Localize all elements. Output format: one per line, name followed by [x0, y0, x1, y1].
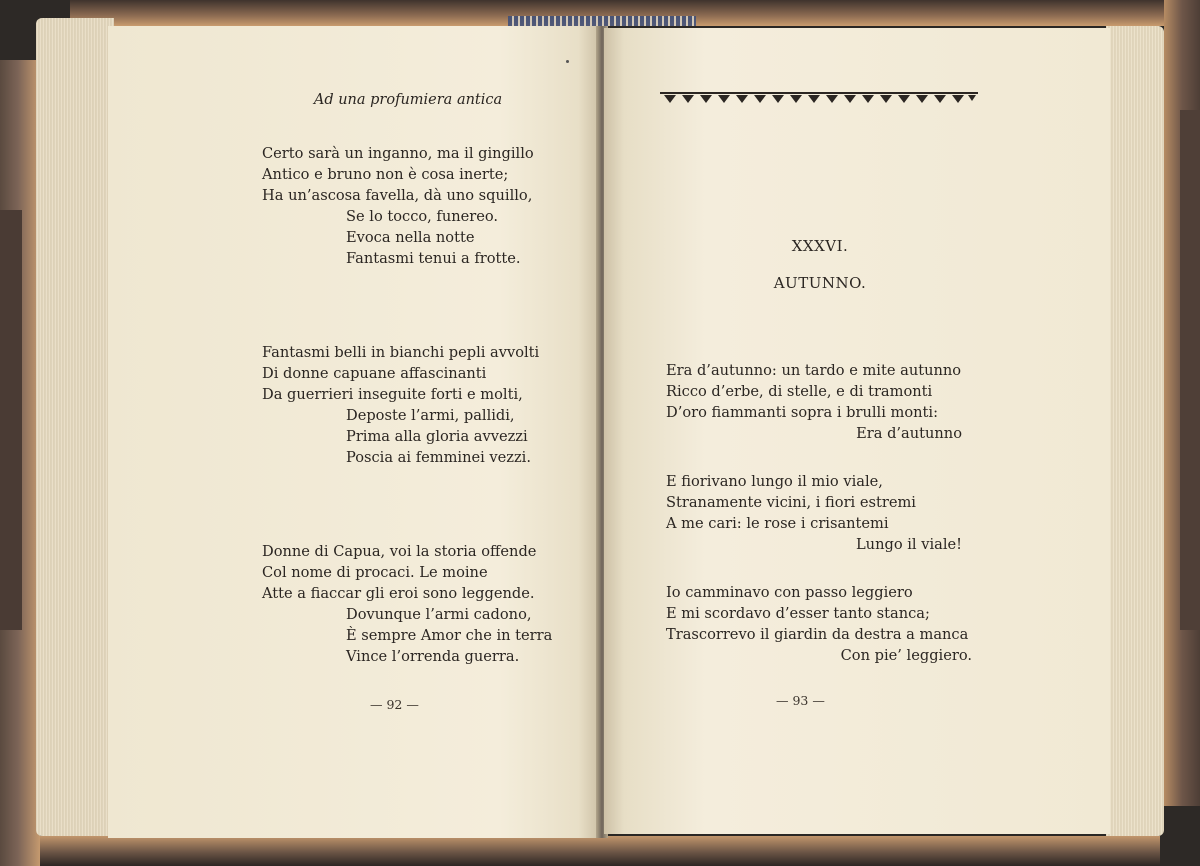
verse-line: Prima alla gloria avvezzi	[346, 428, 528, 445]
verse-line: Di donne capuane affascinanti	[262, 365, 487, 382]
verse-line: Col nome di procaci. Le moine	[262, 564, 488, 581]
verse-line: Io camminavo con passo leggiero	[666, 584, 913, 601]
verse-line: È sempre Amor che in terra	[346, 627, 553, 644]
verse-line: D’oro fiammanti sopra i brulli monti:	[666, 404, 938, 421]
verse-line: Deposte l’armi, pallidi,	[346, 407, 515, 424]
decorative-border-ornament	[660, 91, 978, 105]
page-edges-right	[1106, 26, 1164, 836]
page-number: — 92 —	[370, 697, 419, 712]
stanza	[262, 342, 539, 468]
verse-line: Dovunque l’armi cadono,	[346, 606, 532, 623]
background-corner	[1160, 806, 1200, 866]
verse-line: Antico e bruno non è cosa inerte;	[262, 166, 509, 183]
leather-spine-left	[0, 210, 22, 630]
verse-line: Trascorrevo il giardin da destra a manca	[666, 626, 969, 643]
verse-line: Lungo il viale!	[855, 536, 962, 553]
verse-line: Ricco d’erbe, di stelle, e di tramonti	[666, 383, 933, 400]
stanza	[666, 471, 962, 555]
stanza	[666, 360, 962, 444]
verse-line: Vince l’orrenda guerra.	[346, 648, 520, 665]
stanza	[262, 143, 534, 269]
verse-line: Poscia ai femminei vezzi.	[346, 449, 531, 466]
verse-line: Donne di Capua, voi la storia offende	[262, 543, 537, 560]
stanza	[666, 582, 972, 666]
poem-title: AUTUNNO.	[773, 274, 867, 292]
poem-number: XXXVI.	[791, 237, 849, 255]
verse-line: Fantasmi belli in bianchi pepli avvolti	[262, 344, 540, 361]
leather-spine-right	[1180, 110, 1200, 630]
running-head: Ad una profumiera antica	[313, 92, 503, 108]
verse-line: Era d’autunno	[856, 425, 962, 442]
stanza	[262, 541, 552, 667]
page-number: — 93 —	[776, 693, 825, 708]
verse-line: Era d’autunno: un tardo e mite autunno	[666, 362, 962, 379]
verse-line: Se lo tocco, funereo.	[346, 208, 499, 225]
verse-line: Da guerrieri inseguite forti e molti,	[262, 386, 523, 403]
headband	[508, 16, 696, 26]
verse-line: Evoca nella notte	[346, 229, 475, 246]
verse-line: Atte a fiaccar gli eroi sono leggende.	[262, 585, 535, 602]
verse-line: A me cari: le rose i crisantemi	[666, 515, 889, 532]
verse-line: Fantasmi tenui a frotte.	[346, 250, 521, 267]
verse-line: E fiorivano lungo il mio viale,	[666, 473, 883, 490]
verse-line: Con pie’ leggiero.	[840, 647, 972, 664]
verse-line: Ha un’ascosa favella, dà uno squillo,	[262, 187, 533, 204]
verse-line: Certo sarà un inganno, ma il gingillo	[262, 145, 534, 162]
page-edges-left	[36, 18, 114, 836]
ink-speck	[566, 60, 569, 63]
book-cover-bottom	[0, 836, 1200, 866]
verse-line: E mi scordavo d’esser tanto stanca;	[666, 605, 930, 622]
verse-line: Stranamente vicini, i fiori estremi	[666, 494, 916, 511]
